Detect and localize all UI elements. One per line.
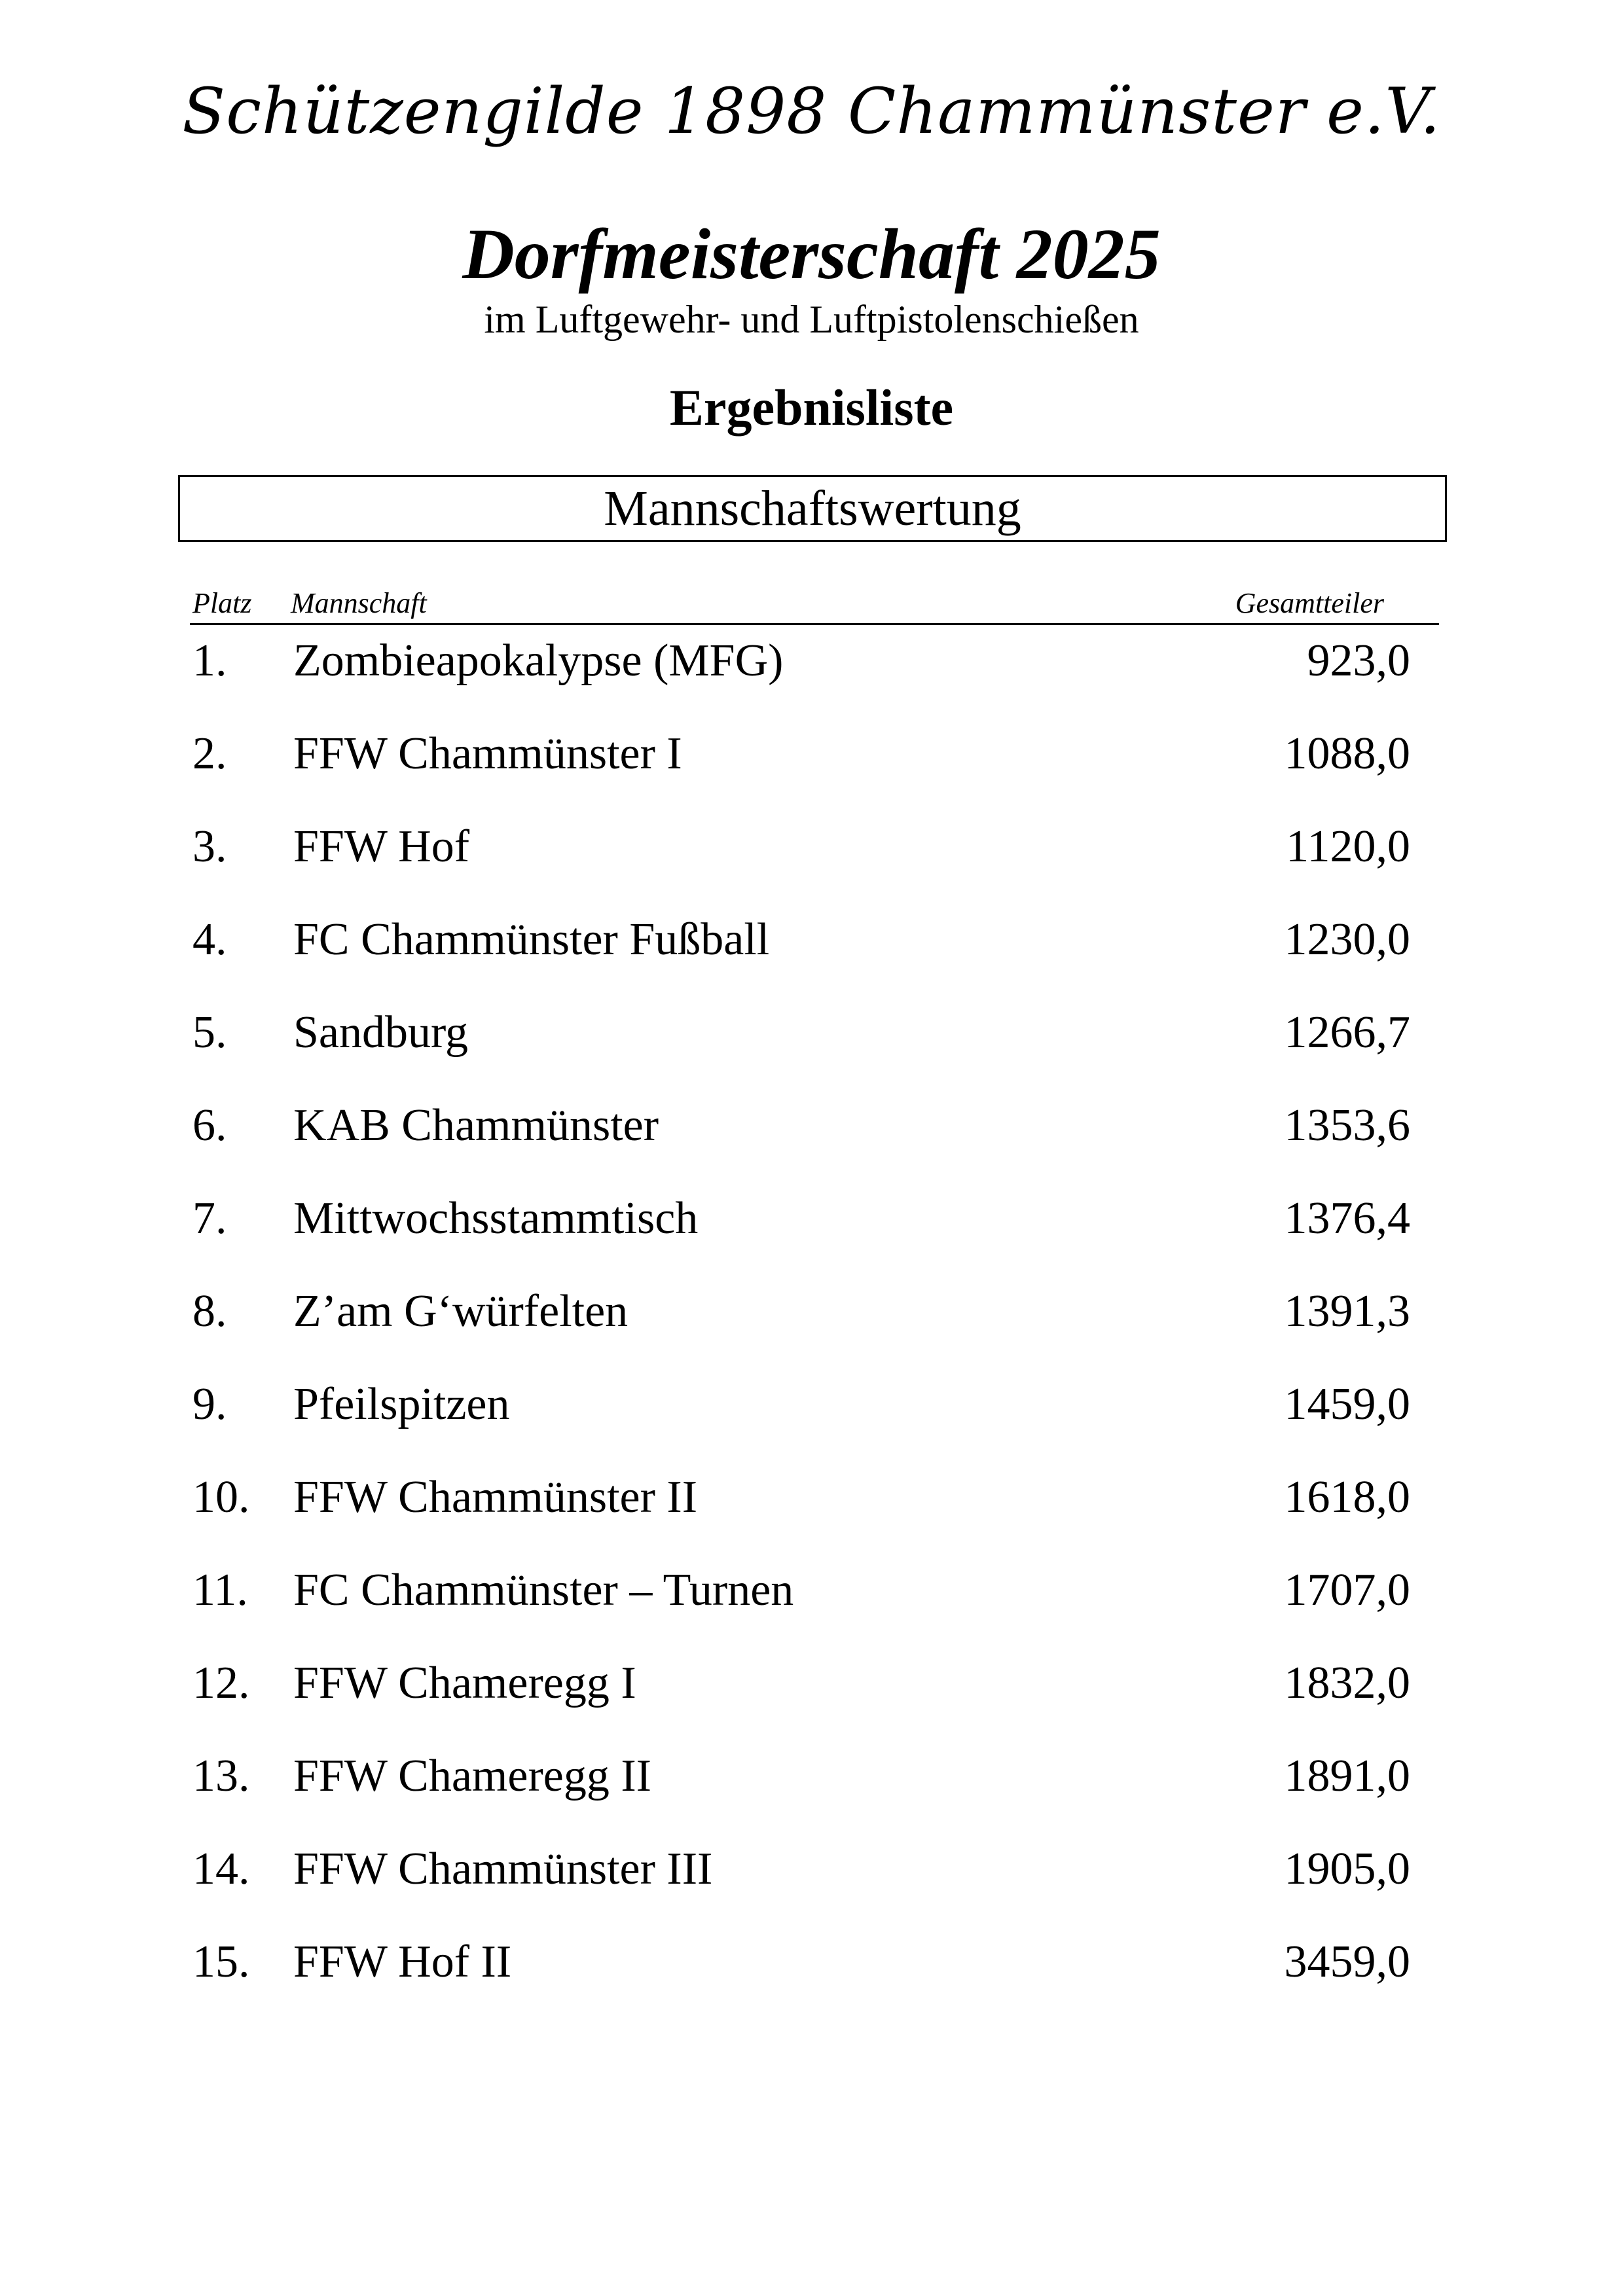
team-name-cell: FFW Hof xyxy=(293,821,470,872)
table-row xyxy=(192,1744,1410,1837)
column-header-place: Platz xyxy=(192,587,252,619)
rank-cell: 5. xyxy=(192,1007,227,1058)
results-table xyxy=(192,628,1410,2022)
table-row xyxy=(192,1372,1410,1465)
table-row xyxy=(192,814,1410,907)
club-title: Schützengilde 1898 Chammünster e.V. xyxy=(182,75,1441,148)
column-header-team: Mannschaft xyxy=(291,587,427,619)
team-name-cell: FFW Chammünster II xyxy=(293,1472,698,1522)
team-name-cell: Pfeilspitzen xyxy=(293,1379,510,1429)
rank-cell: 1. xyxy=(192,636,227,686)
table-row xyxy=(192,1186,1410,1279)
total-score-cell: 1353,6 xyxy=(1284,1100,1410,1151)
column-header-total: Gesamtteiler xyxy=(1235,587,1384,619)
team-name-cell: FFW Chammünster I xyxy=(293,728,682,779)
page-subtitle: im Luftgewehr- und Luftpistolenschießen xyxy=(484,298,1139,341)
team-name-cell: FFW Chammünster III xyxy=(293,1844,713,1894)
table-row xyxy=(192,721,1410,814)
team-name-cell: FFW Hof II xyxy=(293,1937,512,1987)
rank-cell: 3. xyxy=(192,821,227,872)
table-row xyxy=(192,1558,1410,1651)
table-row xyxy=(192,907,1410,1000)
table-row xyxy=(192,1929,1410,2022)
rank-cell: 15. xyxy=(192,1937,250,1987)
rank-cell: 6. xyxy=(192,1100,227,1151)
total-score-cell: 1707,0 xyxy=(1284,1565,1410,1615)
total-score-cell: 1088,0 xyxy=(1284,728,1410,779)
rank-cell: 9. xyxy=(192,1379,227,1429)
total-score-cell: 1120,0 xyxy=(1286,821,1410,872)
total-score-cell: 1230,0 xyxy=(1284,914,1410,965)
team-name-cell: Z’am G‘würfelten xyxy=(293,1286,629,1336)
table-header xyxy=(192,584,1436,623)
total-score-cell: 1459,0 xyxy=(1284,1379,1410,1429)
team-name-cell: FC Chammünster Fußball xyxy=(293,914,770,965)
table-row xyxy=(192,1093,1410,1186)
team-name-cell: FFW Chameregg I xyxy=(293,1658,636,1708)
total-score-cell: 3459,0 xyxy=(1284,1937,1410,1987)
table-row xyxy=(192,1279,1410,1372)
rank-cell: 12. xyxy=(192,1658,250,1708)
rank-cell: 7. xyxy=(192,1193,227,1244)
total-score-cell: 1266,7 xyxy=(1284,1007,1410,1058)
table-row xyxy=(192,1651,1410,1744)
team-name-cell: Zombieapokalypse (MFG) xyxy=(293,636,784,686)
rank-cell: 13. xyxy=(192,1751,250,1801)
total-score-cell: 923,0 xyxy=(1307,636,1410,686)
total-score-cell: 1905,0 xyxy=(1284,1844,1410,1894)
total-score-cell: 1618,0 xyxy=(1284,1472,1410,1522)
total-score-cell: 1391,3 xyxy=(1284,1286,1410,1336)
rank-cell: 2. xyxy=(192,728,227,779)
table-row xyxy=(192,1000,1410,1093)
list-title: Ergebnisliste xyxy=(669,379,954,436)
section-title-box: Mannschaftswertung xyxy=(178,475,1447,542)
team-name-cell: FFW Chameregg II xyxy=(293,1751,651,1801)
header-divider xyxy=(190,623,1439,625)
total-score-cell: 1376,4 xyxy=(1284,1193,1410,1244)
rank-cell: 4. xyxy=(192,914,227,965)
team-name-cell: Sandburg xyxy=(293,1007,469,1058)
team-name-cell: Mittwochsstammtisch xyxy=(293,1193,699,1244)
page-title: Dorfmeisterschaft 2025 xyxy=(462,214,1161,294)
table-row xyxy=(192,1465,1410,1558)
team-name-cell: FC Chammünster – Turnen xyxy=(293,1565,794,1615)
total-score-cell: 1891,0 xyxy=(1284,1751,1410,1801)
rank-cell: 10. xyxy=(192,1472,250,1522)
rank-cell: 11. xyxy=(192,1565,248,1615)
team-name-cell: KAB Chammünster xyxy=(293,1100,659,1151)
rank-cell: 8. xyxy=(192,1286,227,1336)
total-score-cell: 1832,0 xyxy=(1284,1658,1410,1708)
table-row xyxy=(192,1837,1410,1929)
table-row xyxy=(192,628,1410,721)
rank-cell: 14. xyxy=(192,1844,250,1894)
